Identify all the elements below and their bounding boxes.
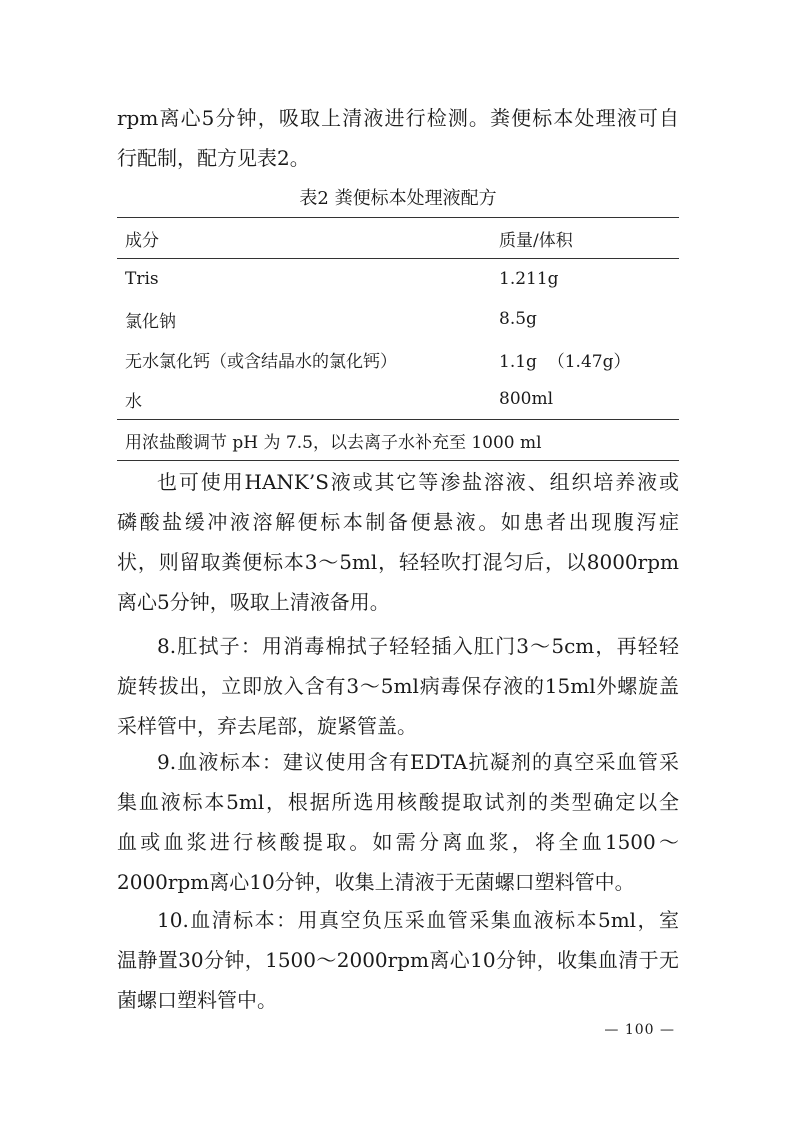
table-caption: 表2 粪便标本处理液配方: [299, 188, 497, 209]
column-header-amount: 质量/体积: [499, 230, 573, 251]
page-number: — 100 —: [604, 1022, 675, 1038]
text-line: 集血液标本5ml，根据所选用核酸提取试剂的类型确定以全: [117, 790, 679, 814]
ingredient-cell: 无水氯化钙（或含结晶水的氯化钙）: [125, 351, 397, 372]
table-row: [117, 299, 679, 339]
table-row: [117, 379, 679, 420]
hank-paragraph: [117, 462, 679, 622]
text-line: 9.血液标本：建议使用含有EDTA抗凝剂的真空采血管采: [157, 750, 679, 774]
text-line: 2000rpm离心10分钟，收集上清液于无菌螺口塑料管中。: [117, 870, 635, 894]
table-note-row: [117, 420, 679, 461]
column-header-ingredient: 成分: [125, 230, 159, 251]
serum-sample-paragraph: [117, 900, 679, 1020]
amount-cell: 1.211g: [499, 269, 559, 289]
recipe-table: [117, 217, 679, 461]
text-line: 旋转拔出，立即放入含有3～5ml病毒保存液的15ml外螺旋盖: [117, 674, 679, 698]
text-line: rpm离心5分钟，吸取上清液进行检测。粪便标本处理液可自: [117, 106, 679, 130]
text-line: 状，则留取粪便标本3～5ml，轻轻吹打混匀后，以8000rpm: [117, 550, 679, 574]
amount-cell: 8.5g: [499, 309, 537, 329]
anal-swab-paragraph: [117, 626, 679, 746]
table-header-row: [117, 218, 679, 259]
table-note: 用浓盐酸调节 pH 为 7.5，以去离子水补充至 1000 ml: [125, 432, 542, 453]
text-line: 离心5分钟，吸取上清液备用。: [117, 590, 390, 614]
text-line: 采样管中，弃去尾部，旋紧管盖。: [117, 714, 417, 738]
text-line: 10.血清标本：用真空负压采血管采集血液标本5ml，室: [157, 908, 679, 932]
table-row: [117, 339, 679, 379]
text-line: 磷酸盐缓冲液溶解便标本制备便悬液。如患者出现腹泻症: [117, 510, 679, 534]
amount-cell: 1.1g （1.47g）: [499, 351, 631, 372]
ingredient-cell: 水: [125, 391, 142, 412]
table-row: [117, 259, 679, 300]
intro-paragraph: [117, 98, 679, 178]
text-line: 行配制，配方见表2。: [117, 146, 310, 170]
text-line: 8.肛拭子：用消毒棉拭子轻轻插入肛门3～5cm，再轻轻: [157, 634, 679, 658]
ingredient-cell: 氯化钠: [125, 311, 176, 332]
blood-sample-paragraph: [117, 742, 679, 902]
text-line: 也可使用HANK’S液或其它等渗盐溶液、组织培养液或: [157, 470, 679, 494]
text-line: 温静置30分钟，1500～2000rpm离心10分钟，收集血清于无: [117, 948, 679, 972]
ingredient-cell: Tris: [125, 269, 159, 289]
text-line: 菌螺口塑料管中。: [117, 988, 277, 1012]
amount-cell: 800ml: [499, 389, 554, 409]
text-line: 血或血浆进行核酸提取。如需分离血浆，将全血1500～: [117, 830, 679, 854]
